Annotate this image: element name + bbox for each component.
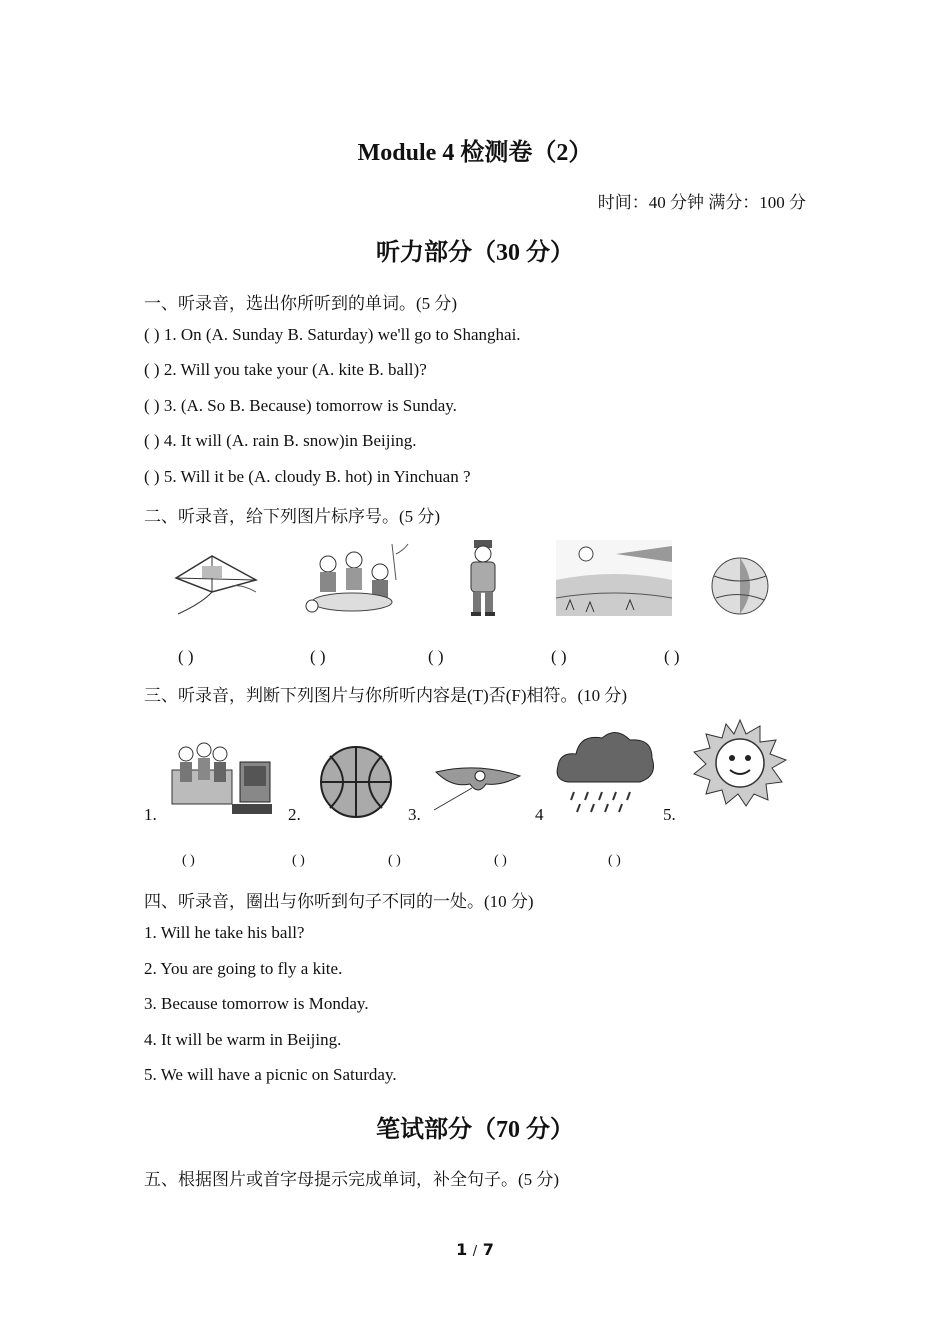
exam-meta: 时间：40 分钟 满分：100 分 (597, 193, 806, 212)
family-tv-picture (168, 740, 274, 820)
part4-item: 3. Because tomorrow is Monday. (144, 994, 369, 1013)
bird-kite-picture (432, 762, 524, 812)
part1-item: ( ) 5. Will it be (A. cloudy B. hot) in Yinchuan ? (144, 467, 471, 486)
answer-blank[interactable]: ( ) (494, 853, 507, 868)
listening-heading: 听力部分（30 分） (376, 240, 574, 266)
page-title: Module 4 检测卷（2） (357, 140, 593, 166)
answer-blank[interactable]: ( ) (388, 853, 401, 868)
part4-item: 2. You are going to fly a kite. (144, 959, 343, 978)
part1-item: ( ) 1. On (A. Sunday B. Saturday) we'll go to Shanghai. (144, 325, 521, 344)
part1-item: ( ) 2. Will you take your (A. kite B. ball)? (144, 360, 427, 379)
picture-number: 3. (408, 805, 421, 824)
rain-cloud-picture (554, 724, 658, 818)
ball-picture (710, 556, 770, 616)
part4-item: 4. It will be warm in Beijing. (144, 1030, 342, 1049)
part4-instruction: 四、听录音，圈出与你听到句子不同的一处。(10 分) (144, 892, 534, 911)
answer-blank[interactable]: ( ) (310, 647, 326, 666)
part5-instruction: 五、根据图片或首字母提示完成单词，补全句子。(5 分) (144, 1170, 560, 1189)
sun-picture (688, 718, 792, 808)
sunny-landscape-picture (556, 540, 672, 616)
answer-blank[interactable]: ( ) (608, 853, 621, 868)
basketball-picture (318, 744, 394, 820)
picture-number: 5. (663, 805, 676, 824)
part2-instruction: 二、听录音，给下列图片标序号。(5 分) (144, 507, 441, 526)
part1-item: ( ) 4. It will (A. rain B. snow)in Beijing. (144, 431, 417, 450)
part4-item: 1. Will he take his ball? (144, 923, 305, 942)
picture-number: 1. (144, 805, 157, 824)
answer-blank[interactable]: ( ) (551, 647, 567, 666)
part1-instruction: 一、听录音，选出你所听到的单词。(5 分) (144, 294, 458, 313)
part4-item: 5. We will have a picnic on Saturday. (144, 1065, 397, 1084)
picture-number: 4 (535, 805, 544, 824)
writing-heading: 笔试部分（70 分） (376, 1117, 574, 1143)
kite-picture (172, 548, 260, 618)
answer-blank[interactable]: ( ) (664, 647, 680, 666)
answer-blank[interactable]: ( ) (178, 647, 194, 666)
page-separator: / (472, 1244, 478, 1259)
answer-blank[interactable]: ( ) (182, 853, 195, 868)
answer-blank[interactable]: ( ) (292, 853, 305, 868)
page-total: 7 (482, 1240, 494, 1259)
page-current: 1 (456, 1240, 468, 1259)
answer-blank[interactable]: ( ) (428, 647, 444, 666)
part1-item: ( ) 3. (A. So B. Because) tomorrow is Sunday. (144, 396, 457, 415)
page-number (0, 1240, 950, 1259)
part3-instruction: 三、听录音，判断下列图片与你所听内容是(T)否(F)相符。(10 分) (144, 686, 628, 705)
picture-number: 2. (288, 805, 301, 824)
picnic-picture (300, 540, 410, 620)
winter-clothes-picture (462, 538, 504, 618)
